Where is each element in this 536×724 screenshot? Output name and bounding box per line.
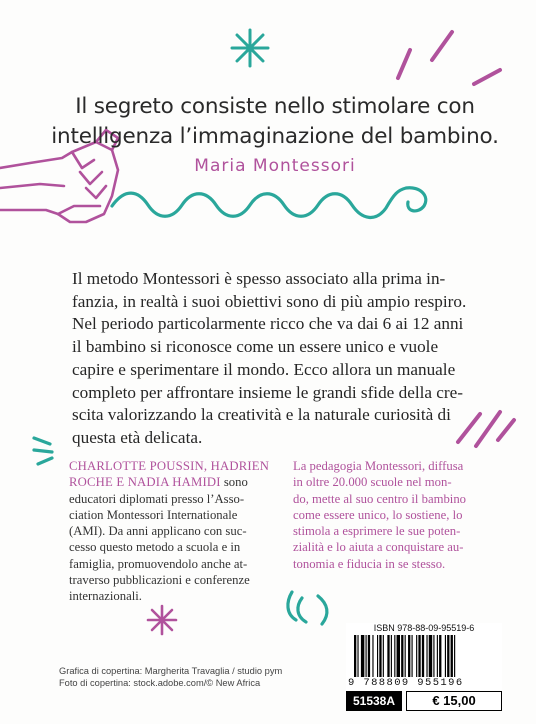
blurb-line: Il metodo Montessori è spesso associato alla prima in-	[72, 269, 446, 288]
isbn-text: ISBN 978-88-09-95519-6	[373, 623, 475, 633]
bio-line: educatori diplomati presso l’Asso-	[69, 491, 245, 506]
cover-design-credit: Grafica di copertina: Margherita Travaglia / studio pym	[59, 666, 283, 676]
barcode-bar	[383, 635, 384, 677]
pedagogy-line: in oltre 20.000 scuole nel mon-	[293, 475, 452, 490]
barcode-bar	[426, 635, 427, 677]
barcode-bar	[418, 635, 420, 677]
pedagogy-line: tonomia e fiducia in se stesso.	[293, 556, 446, 571]
teal-starburst-top-icon	[232, 30, 268, 66]
barcode-bar	[408, 635, 410, 677]
barcode-bar	[366, 635, 367, 677]
barcode-bar	[397, 635, 400, 677]
barcode-bar	[368, 635, 370, 677]
blurb-line: questa età delicata.	[72, 427, 203, 447]
barcode-bar	[394, 635, 395, 677]
teal-brackets-icon	[288, 592, 327, 624]
teal-wave-icon	[112, 188, 426, 218]
barcode-bar	[454, 635, 455, 677]
blurb-line: scita valorizzando la creatività e la naturale curiosità di	[72, 405, 451, 425]
bio-line: (AMI). Da anni applicano con suc-	[69, 524, 247, 539]
barcode-bar	[416, 635, 417, 677]
purple-asterisk-icon	[148, 606, 176, 634]
barcode-icon	[352, 635, 496, 677]
blurb-line: fanzia, in realtà i suoi obiettivi sono di più ampio respiro.	[72, 291, 467, 311]
barcode-bar	[433, 635, 434, 677]
barcode-bar	[451, 635, 453, 677]
barcode-bar	[387, 635, 389, 677]
blurb-line: capire e sperimentare il mondo. Ecco allora un manuale	[72, 359, 456, 379]
author-names-line-2	[69, 474, 273, 490]
pedagogy-line: La pedagogia Montessori, diffusa	[293, 459, 464, 473]
barcode-area	[346, 623, 502, 690]
pedagogy-line: stimola a esprimere le sue poten-	[293, 524, 461, 539]
bio-line: cesso questo metodo a scuola e in	[69, 540, 241, 555]
quote-line: Il segreto consiste nello stimolare con	[75, 94, 475, 119]
product-code: 51538A	[346, 691, 402, 711]
barcode-bar	[354, 635, 356, 677]
blurb-line: il bambino si riconosce come un essere unico e vuole	[72, 337, 439, 357]
blurb-line: completo per affrontare insieme le grandi sfide della cre-	[72, 382, 463, 402]
barcode-bar	[437, 635, 438, 677]
purple-strokes-top-right-icon	[398, 32, 500, 84]
pedagogy-line: zialità e lo aiuta a conquistare au-	[293, 540, 464, 555]
bio-line: famiglia, promuovendolo anche at-	[69, 556, 248, 571]
barcode-bar	[401, 635, 403, 677]
barcode-bar	[439, 635, 441, 677]
author-names-line: CHARLOTTE POUSSIN, HADRIEN	[69, 459, 270, 473]
barcode-bar	[379, 635, 381, 677]
teal-marks-left-icon	[34, 438, 52, 464]
barcode-bar	[372, 635, 373, 677]
barcode-digits: 9 788809 955196	[348, 677, 464, 689]
barcode-bar	[361, 635, 364, 677]
barcode-bar	[377, 635, 378, 677]
barcode-bar	[447, 635, 449, 677]
price-row	[346, 691, 502, 711]
blurb-paragraph	[72, 268, 468, 450]
quote-line: intelligenza l’immaginazione del bambino.	[51, 124, 499, 149]
cover-credits	[59, 666, 282, 689]
author-names-suffix: sono	[220, 475, 248, 490]
pedagogy-line: come essere unico, lo sostiene, lo	[293, 507, 463, 522]
authors-bio	[69, 458, 273, 605]
cover-photo-credit: Foto di copertina: stock.adobe.com/© New Africa	[59, 677, 261, 688]
blurb-line: Nel periodo particolarmente ricco che va dai 6 ai 12 anni	[72, 314, 464, 334]
barcode-bar	[357, 635, 358, 677]
barcode-bar	[405, 635, 406, 677]
barcode-bar	[445, 635, 446, 677]
quote-text	[40, 92, 510, 152]
quote-author: Maria Montessori	[194, 156, 356, 176]
barcode-bar	[412, 635, 413, 677]
pedagogy-text	[293, 458, 493, 572]
barcode-bar	[429, 635, 432, 677]
barcode-bar	[391, 635, 392, 677]
pedagogy-line: do, mette al suo centro il bambino	[293, 491, 467, 506]
barcode-bar	[422, 635, 424, 677]
price-label: € 15,00	[406, 691, 502, 711]
bio-line: ciation Montessori Internationale	[69, 507, 238, 522]
author-names: ROCHE E NADIA HAMIDI	[69, 475, 221, 490]
bio-line: internazionali.	[69, 589, 142, 604]
bio-line: traverso pubblicazioni e conferenze	[69, 573, 250, 588]
